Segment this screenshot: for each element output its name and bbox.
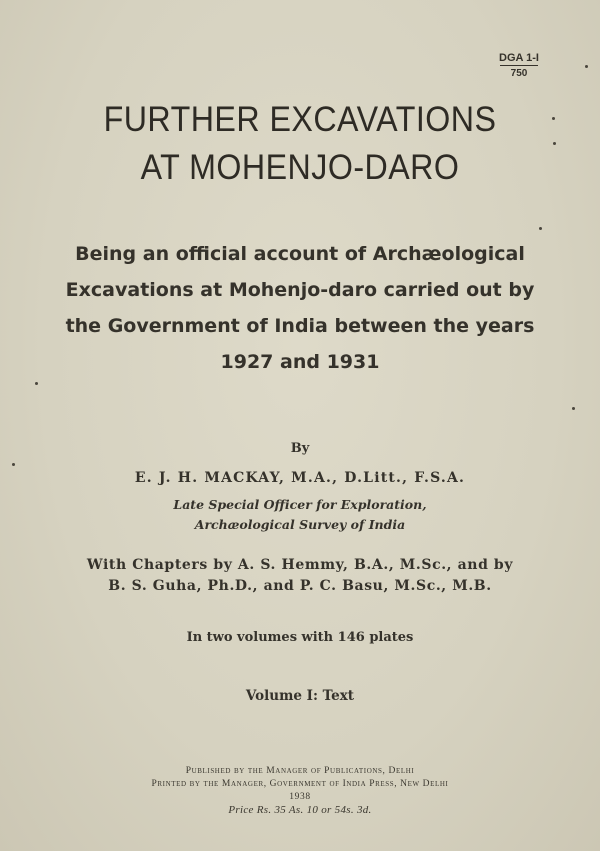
chapter-contributors (0, 555, 600, 597)
by-label: By (290, 441, 310, 456)
volume-label: Volume I: Text (245, 688, 355, 704)
chapters-line-1: With Chapters by A. S. Hemmy, B.A., M.Sc., and by (86, 557, 514, 573)
imprint-year: 1938 (289, 792, 311, 802)
paper-speck (35, 382, 38, 385)
author-role-line-2: Archæological Survey of India (194, 517, 406, 532)
imprint-printed: Printed by the Manager, Government of India Press, New Delhi (151, 779, 449, 789)
library-number: 750 (500, 65, 538, 80)
paper-speck (572, 407, 575, 410)
chapters-line-2: B. S. Guha, Ph.D., and P. C. Basu, M.Sc., M.B. (108, 578, 492, 594)
subtitle-line-2: Excavations at Mohenjo-daro carried out by (65, 279, 535, 301)
library-code: DGA 1-I (499, 52, 539, 64)
imprint-price: Price Rs. 35 As. 10 or 54s. 3d. (228, 804, 372, 816)
book-title (24, 96, 576, 192)
title-line-1: FURTHER EXCAVATIONS (103, 100, 497, 139)
subtitle-line-3: the Government of India between the years (65, 315, 535, 337)
subtitle-line-4: 1927 and 1931 (220, 351, 380, 373)
paper-speck (12, 463, 15, 466)
title-line-2: AT MOHENJO-DARO (140, 148, 460, 187)
paper-speck (553, 142, 556, 145)
imprint-published: Published by the Manager of Publications, Delhi (185, 766, 415, 776)
author-role (0, 495, 600, 535)
paper-speck (552, 117, 555, 120)
volumes-note: In two volumes with 146 plates (186, 630, 414, 645)
paper-speck (539, 227, 542, 230)
author-role-line-1: Late Special Officer for Exploration, (173, 497, 427, 512)
library-label (488, 52, 550, 80)
paper-speck (585, 65, 588, 68)
imprint (0, 765, 600, 817)
book-subtitle (0, 236, 600, 380)
author-name: E. J. H. MACKAY, M.A., D.Litt., F.S.A. (134, 470, 466, 486)
subtitle-line-1: Being an official account of Archæological (75, 243, 525, 265)
